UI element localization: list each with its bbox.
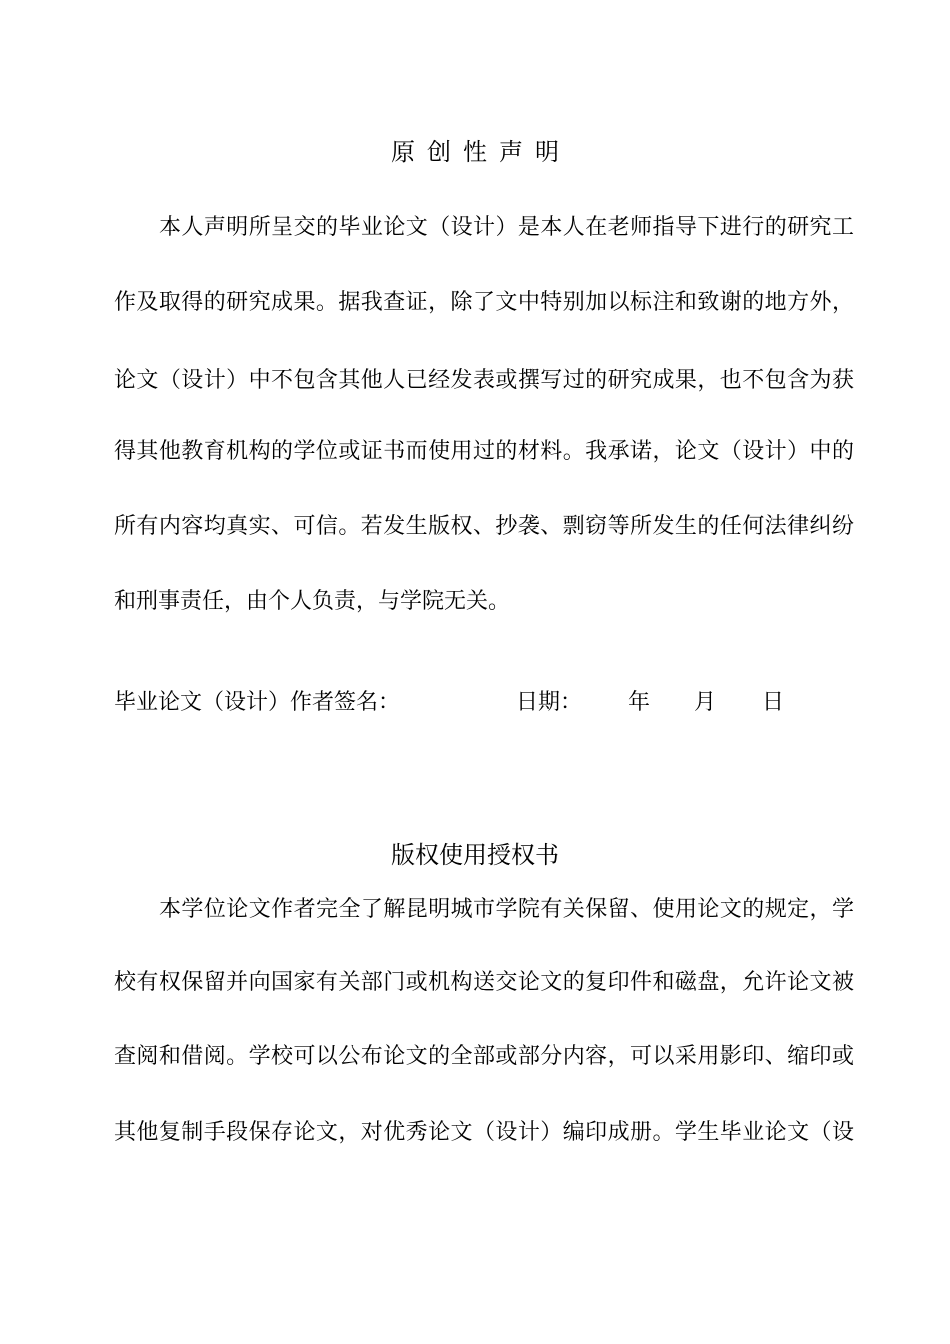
month-label: 月: [694, 690, 717, 715]
copyright-line-2: 校有权保留并向国家有关部门或机构送交论文的复印件和磁盘，允许论文被: [114, 970, 854, 995]
declaration-line-3: 论文（设计）中不包含其他人已经发表或撰写过的研究成果，也不包含为获: [114, 368, 854, 393]
declaration-line-5: 所有内容均真实、可信。若发生版权、抄袭、剽窃等所发生的任何法律纠纷: [114, 514, 854, 539]
declaration-line-2: 作及取得的研究成果。据我查证，除了文中特别加以标注和致谢的地方外，: [114, 290, 854, 315]
year-label: 年: [628, 690, 651, 715]
day-label: 日: [762, 690, 785, 715]
declaration-line-6: 和刑事责任，由个人负责，与学院无关。: [114, 589, 511, 614]
declaration-line-4: 得其他教育机构的学位或证书而使用过的材料。我承诺，论文（设计）中的: [114, 439, 854, 464]
declaration-line-1: 本人声明所呈交的毕业论文（设计）是本人在老师指导下进行的研究工: [159, 215, 854, 240]
copyright-line-3: 查阅和借阅。学校可以公布论文的全部或部分内容，可以采用影印、缩印或: [114, 1044, 854, 1069]
date-label: 日期：: [516, 690, 583, 715]
copyright-line-1: 本学位论文作者完全了解昆明城市学院有关保留、使用论文的规定，学: [159, 897, 854, 922]
copyright-line-4: 其他复制手段保存论文，对优秀论文（设计）编印成册。学生毕业论文（设: [114, 1120, 854, 1145]
copyright-title: 版权使用授权书: [391, 841, 559, 869]
declaration-title: 原创性声明: [391, 138, 571, 166]
signature-row: [114, 688, 854, 720]
signature-label: 毕业论文（设计）作者签名：: [114, 690, 401, 715]
